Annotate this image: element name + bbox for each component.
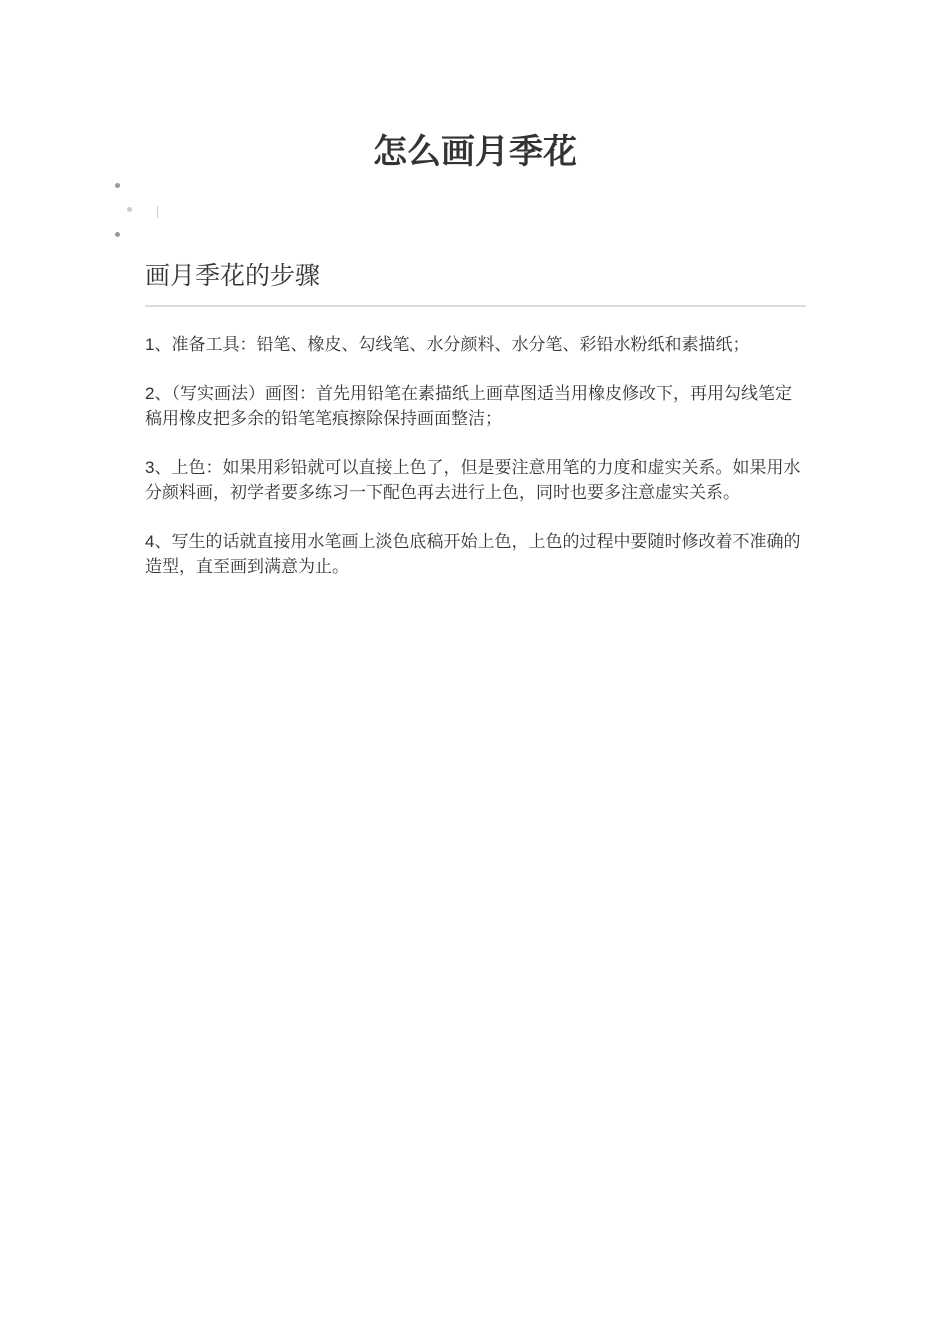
step-number: 1	[145, 335, 155, 354]
step-text: 、准备工具：铅笔、橡皮、勾线笔、水分颜料、水分笔、彩铅水粉纸和素描纸；	[154, 335, 750, 355]
heading-divider	[145, 305, 806, 307]
step-number: 2	[145, 384, 155, 403]
section-heading: 画月季花的步骤	[145, 261, 321, 290]
step-number: 4	[145, 532, 155, 551]
steps-list	[145, 332, 820, 603]
step-text: 、上色：如果用彩铅就可以直接上色了，但是要注意用笔的力度和虚实关系。如果用水分颜料画，初学者要多练习一下配色再去进行上色，同时也要多注意虚实关系。	[145, 458, 801, 503]
list-bullet	[127, 207, 132, 212]
step-paragraph	[145, 455, 807, 506]
step-paragraph	[145, 332, 820, 358]
list-bullet	[115, 183, 120, 188]
step-text: 、写生的话就直接用水笔画上淡色底稿开始上色，上色的过程中要随时修改着不准确的造型，直至画到满意为止。	[145, 532, 801, 577]
step-paragraph	[145, 381, 807, 432]
step-paragraph	[145, 529, 807, 580]
list-bullet	[115, 232, 120, 237]
step-text: 、（写实画法）画图：首先用铅笔在素描纸上画草图适当用橡皮修改下，再用勾线笔定稿用橡皮把多余的铅笔笔痕擦除保持画面整洁；	[145, 384, 792, 429]
page-title: 怎么画月季花	[373, 132, 577, 172]
separator	[157, 206, 158, 218]
step-number: 3	[145, 458, 155, 477]
